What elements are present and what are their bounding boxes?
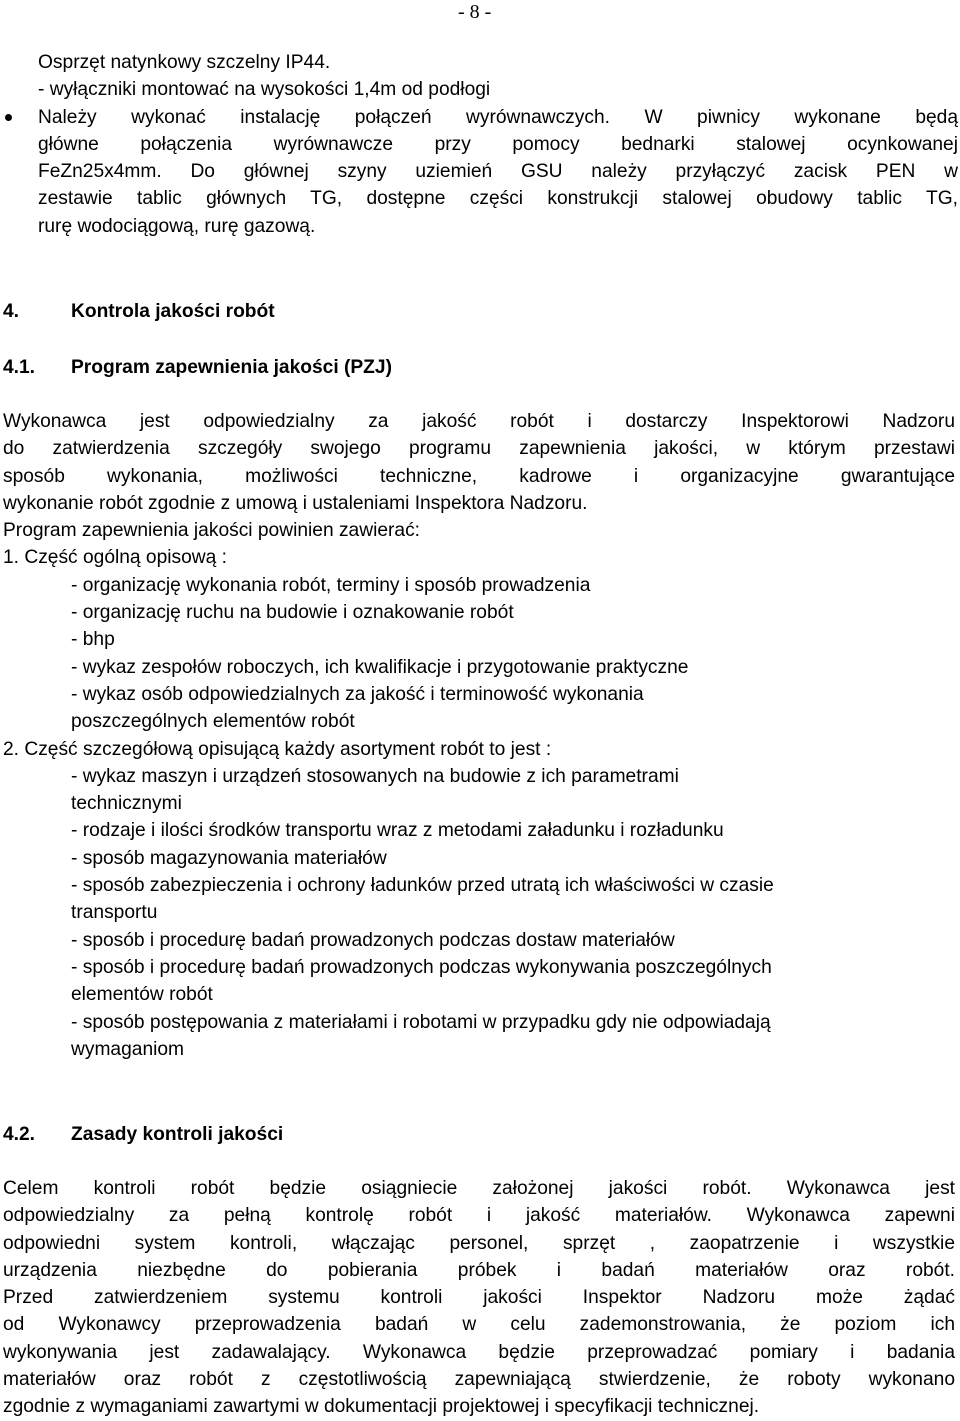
equipment-notes [38,49,958,240]
section-heading-4-2 [3,1121,283,1148]
text-line: urządzenia niezbędne do pobierania próbek i badań materiałów oraz robót. [3,1259,955,1281]
section-heading-4-1 [3,354,392,381]
section-4-1-body [3,408,955,1063]
list-item: - rodzaje i ilości środków transportu wraz z metodami załadunku i rozładunku [71,820,724,842]
text-line: Wykonawca jest odpowiedzialny za jakość robót i dostarczy Inspektorowi Nadzoru [3,411,955,432]
list-item: technicznymi [71,793,182,815]
list-item: - sposób i procedurę badań prowadzonych podczas wykonywania poszczególnych [71,956,772,978]
list-item: - sposób postępowania z materiałami i robotami w przypadku gdy nie odpowiadają [71,1011,771,1033]
list-item: - organizację wykonania robót, terminy i sposób prowadzenia [71,574,591,596]
text-line: sposób wykonania, możliwości techniczne, kadrowe i organizacyjne gwarantujące [3,465,955,487]
section-title: Zasady kontroli jakości [71,1124,284,1145]
text-line: materiałów oraz robót z częstotliwością zapewniającą stwierdzenie, że roboty wykonano [3,1369,955,1391]
text-line: zgodnie z wymaganiami zawartymi w dokumentacji projektowej i specyfikacji technicznej. [3,1396,760,1418]
list-item: - organizację ruchu na budowie i oznakowanie robót [71,602,514,624]
section-number: 4.1. [3,357,36,378]
text-line: od Wykonawcy przeprowadzenia badań w celu zademonstrowania, że poziom ich [3,1314,955,1336]
text-line: Należy wykonać instalację połączeń wyrównawczych. W piwnicy wykonane będą [38,106,958,128]
list-item: - wykaz osób odpowiedzialnych za jakość i terminowość wykonania [71,683,644,705]
text-line: Osprzęt natynkowy szczelny IP44. [38,52,331,73]
list-item: - wykaz zespołów roboczych, ich kwalifikacje i przygotowanie praktyczne [71,656,689,678]
list-item: transportu [71,902,158,924]
list-title: 1. Część ogólną opisową : [3,547,227,569]
section-heading-4 [3,298,275,325]
text-line: Program zapewnienia jakości powinien zawierać: [3,520,421,542]
section-title: Program zapewnienia jakości (PZJ) [71,357,392,378]
list-item: - wykaz maszyn i urządzeń stosowanych na budowie z ich parametrami [71,765,679,787]
list-item: - bhp [71,629,115,651]
text-line: główne połączenia wyrównawcze przy pomocy bednarki stalowej ocynkowanej [38,133,958,155]
text-line: Przed zatwierdzeniem systemu kontroli jakości Inspektor Nadzoru może żądać [3,1287,955,1309]
list-item: - sposób i procedurę badań prowadzonych podczas dostaw materiałów [71,929,675,951]
bullet-paragraph [38,104,958,240]
section-number: 4.2. [3,1124,36,1145]
list-item: poszczególnych elementów robót [71,711,355,733]
text-line: zestawie tablic głównych TG, dostępne części konstrukcji stalowej obudowy tablic TG, [38,188,958,210]
text-line: FeZn25x4mm. Do głównej szyny uziemień GSU należy przyłączyć zacisk PEN w [38,161,958,183]
text-line: odpowiedni system kontroli, włączając personel, sprzęt , zaopatrzenie i wszystkie [3,1232,955,1254]
list-title: 2. Część szczegółową opisującą każdy asortyment robót to jest : [3,738,552,760]
list-item: - sposób zabezpieczenia i ochrony ładunków przed utratą ich właściwości w czasie [71,875,774,897]
text-line: odpowiedzialny za pełną kontrolę robót i jakość materiałów. Wykonawca zapewni [3,1205,955,1227]
text-line: wykonanie robót zgodnie z umową i ustaleniami Inspektora Nadzoru. [3,492,588,514]
section-4-2-body [3,1175,955,1421]
section-title: Kontrola jakości robót [71,301,275,322]
text-line: - wyłączniki montować na wysokości 1,4m od podłogi [38,79,491,101]
text-line: wykonywania jest zadawalający. Wykonawca będzie przeprowadzać pomiary i badania [3,1341,955,1363]
text-line: do zatwierdzenia szczegóły swojego programu zapewnienia jakości, w którym przestawi [3,438,955,460]
page-number: - 8 - [458,1,492,23]
list-item: - sposób magazynowania materiałów [71,847,387,869]
bullet-icon [5,114,12,121]
text-line: Celem kontroli robót będzie osiągniecie założonej jakości robót. Wykonawca jest [3,1178,955,1199]
list-item: elementów robót [71,984,213,1006]
section-number: 4. [3,301,20,322]
text-line: rurę wodociągową, rurę gazową. [38,215,316,237]
list-item: wymaganiom [71,1038,185,1060]
